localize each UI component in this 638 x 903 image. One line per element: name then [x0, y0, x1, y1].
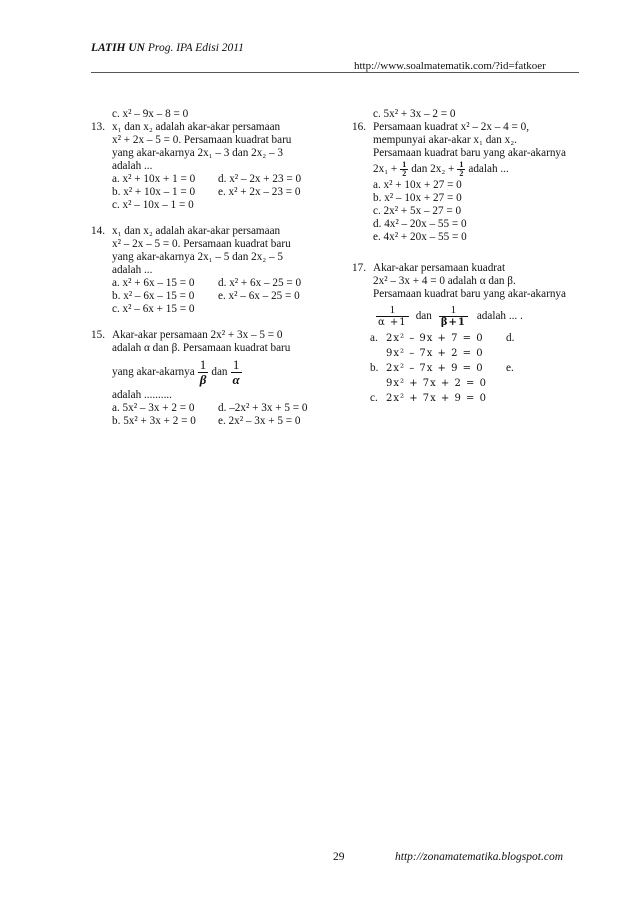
header-series: LATIH UN: [91, 42, 145, 54]
left-column: [91, 108, 336, 428]
question-text: 2x₁ +: [373, 163, 398, 175]
question-17: [352, 262, 592, 406]
option-b: b. 5x² + 3x + 2 = 0: [112, 415, 196, 427]
header-edition: Prog. IPA Edisi 2011: [147, 42, 244, 54]
fraction-one-over-alpha: [231, 358, 242, 387]
option-a: 2x² – 9x + 7 = 0: [386, 333, 484, 344]
question-text: yang akar-akarnya 2x₁ – 3 dan 2x₂ – 3: [112, 147, 283, 159]
fraction-one-over-beta: [198, 358, 209, 387]
question-text: x² + 2x – 5 = 0. Persamaan kuadrat baru: [112, 134, 292, 146]
question-text: x² – 2x – 5 = 0. Persamaan kuadrat baru: [112, 238, 291, 250]
option-e: e. 4x² + 20x – 55 = 0: [373, 231, 467, 243]
question-text-fraction-line: [373, 301, 592, 331]
question-number: 13.: [91, 121, 105, 133]
question-text: adalah ...: [112, 160, 153, 172]
option-e: e. x² – 6x – 25 = 0: [218, 290, 300, 302]
fraction-denominator: 2: [402, 169, 407, 178]
fraction-denominator: α +1: [378, 316, 407, 328]
question-text: adalah ...: [468, 163, 509, 175]
fraction-numerator: 1: [402, 160, 407, 169]
option-b: b. x² – 10x + 27 = 0: [373, 192, 462, 204]
question-text: Persamaan kuadrat baru yang akar-akarnya: [373, 147, 566, 159]
question-14: [91, 225, 336, 316]
option-d: d. –2x² + 3x + 5 = 0: [218, 402, 308, 414]
question-text: x₁ dan x₂ adalah akar-akar persamaan: [112, 121, 281, 133]
option-c: 2x² + 7x + 9 = 0: [386, 393, 487, 404]
fraction-one-over-alpha-plus-one: [376, 304, 409, 329]
option-e: 9x² + 7x + 2 = 0: [386, 378, 487, 389]
page-number: 29: [333, 851, 345, 863]
fraction-denominator: β: [199, 371, 207, 387]
option-d: d. x² – 2x + 23 = 0: [218, 173, 302, 185]
option-b: b. x² + 10x – 1 = 0: [112, 186, 196, 198]
question-text: dan 2x₂ +: [411, 163, 455, 175]
question-text: adalah ..........: [112, 389, 172, 401]
option-a: a. 5x² – 3x + 2 = 0: [112, 402, 195, 414]
option-d: 9x² – 7x + 2 = 0: [386, 348, 484, 359]
option-a: a. x² + 10x + 1 = 0: [112, 173, 196, 185]
option-row: [370, 391, 592, 406]
conjunction-dan: dan: [415, 309, 432, 322]
option-c: c. x² – 10x – 1 = 0: [112, 199, 194, 211]
prev-option-c: c. x² – 9x – 8 = 0: [112, 108, 189, 120]
question-text: yang akar-akarnya 2x₁ – 5 dan 2x₂ – 5: [112, 251, 283, 263]
fraction-denominator: α: [232, 371, 240, 387]
option-label: a.: [370, 332, 378, 344]
header-title: [91, 42, 244, 55]
option-c: c. x² – 6x + 15 = 0: [112, 303, 195, 315]
question-text: Persamaan kuadrat x² – 2x – 4 = 0,: [373, 121, 529, 133]
question-text-fraction-line: [373, 160, 592, 179]
fraction-numerator: 1: [459, 160, 464, 169]
question-number: 14.: [91, 225, 105, 237]
conjunction-dan: dan: [211, 365, 228, 378]
fraction-numerator: 1: [199, 356, 207, 372]
option-row: [370, 331, 592, 346]
question-text: Persamaan kuadrat baru yang akar-akarnya: [373, 288, 566, 300]
question-number: 16.: [352, 121, 366, 133]
fraction-numerator: 1: [450, 303, 457, 316]
question-text: x₁ dan x₂ adalah akar-akar persamaan: [112, 225, 281, 237]
question-text: adalah ...: [112, 264, 153, 276]
prev-option-c: c. 5x² + 3x – 2 = 0: [373, 108, 456, 120]
option-label: d.: [506, 332, 515, 344]
option-d: d. 4x² – 20x – 55 = 0: [373, 218, 467, 230]
option-c: c. 2x² + 5x – 27 = 0: [373, 205, 462, 217]
option-e: e. 2x² – 3x + 5 = 0: [218, 415, 301, 427]
header-url: http://www.soalmatematik.com/?id=fatkoer: [354, 60, 546, 72]
option-label: b.: [370, 362, 379, 374]
question-text: Akar-akar persamaan 2x² + 3x – 5 = 0: [112, 329, 283, 341]
option-b: 2x² – 7x + 9 = 0: [386, 363, 484, 374]
question-15: [91, 329, 336, 428]
question-text: 2x² – 3x + 4 = 0 adalah α dan β.: [373, 275, 516, 287]
question-text: adalah α dan β. Persamaan kuadrat baru: [112, 342, 291, 354]
question-number: 15.: [91, 329, 105, 341]
option-a: a. x² + 10x + 27 = 0: [373, 179, 462, 191]
option-label: e.: [506, 362, 514, 374]
question-text-fraction-line: [112, 355, 336, 389]
right-column: [352, 108, 592, 406]
header-divider: [91, 72, 579, 73]
fraction-numerator: 1: [232, 356, 240, 372]
option-a: a. x² + 6x – 15 = 0: [112, 277, 195, 289]
question-text: adalah ... .: [476, 309, 523, 322]
option-row: [370, 361, 592, 376]
fraction-one-over-beta-plus-one: [439, 304, 468, 329]
question-13: [91, 121, 336, 212]
option-row: [370, 376, 592, 391]
fraction-denominator: 2: [459, 169, 464, 178]
question-text: mempunyai akar-akar x₁ dan x₂.: [373, 134, 517, 146]
fraction-one-half: [457, 161, 465, 178]
fraction-numerator: 1: [389, 303, 396, 316]
option-e: e. x² + 2x – 23 = 0: [218, 186, 301, 198]
question-text: yang akar-akarnya: [112, 365, 195, 378]
question-16: [352, 121, 592, 244]
question-number: 17.: [352, 262, 366, 274]
option-row: [370, 346, 592, 361]
footer-url: http://zonamatematika.blogspot.com: [395, 851, 564, 863]
option-label: c.: [370, 392, 378, 404]
fraction-one-half: [400, 161, 408, 178]
option-d: d. x² + 6x – 25 = 0: [218, 277, 302, 289]
question-text: Akar-akar persamaan kuadrat: [373, 262, 506, 274]
option-b: b. x² – 6x – 15 = 0: [112, 290, 195, 302]
fraction-denominator: β+1: [440, 316, 466, 328]
